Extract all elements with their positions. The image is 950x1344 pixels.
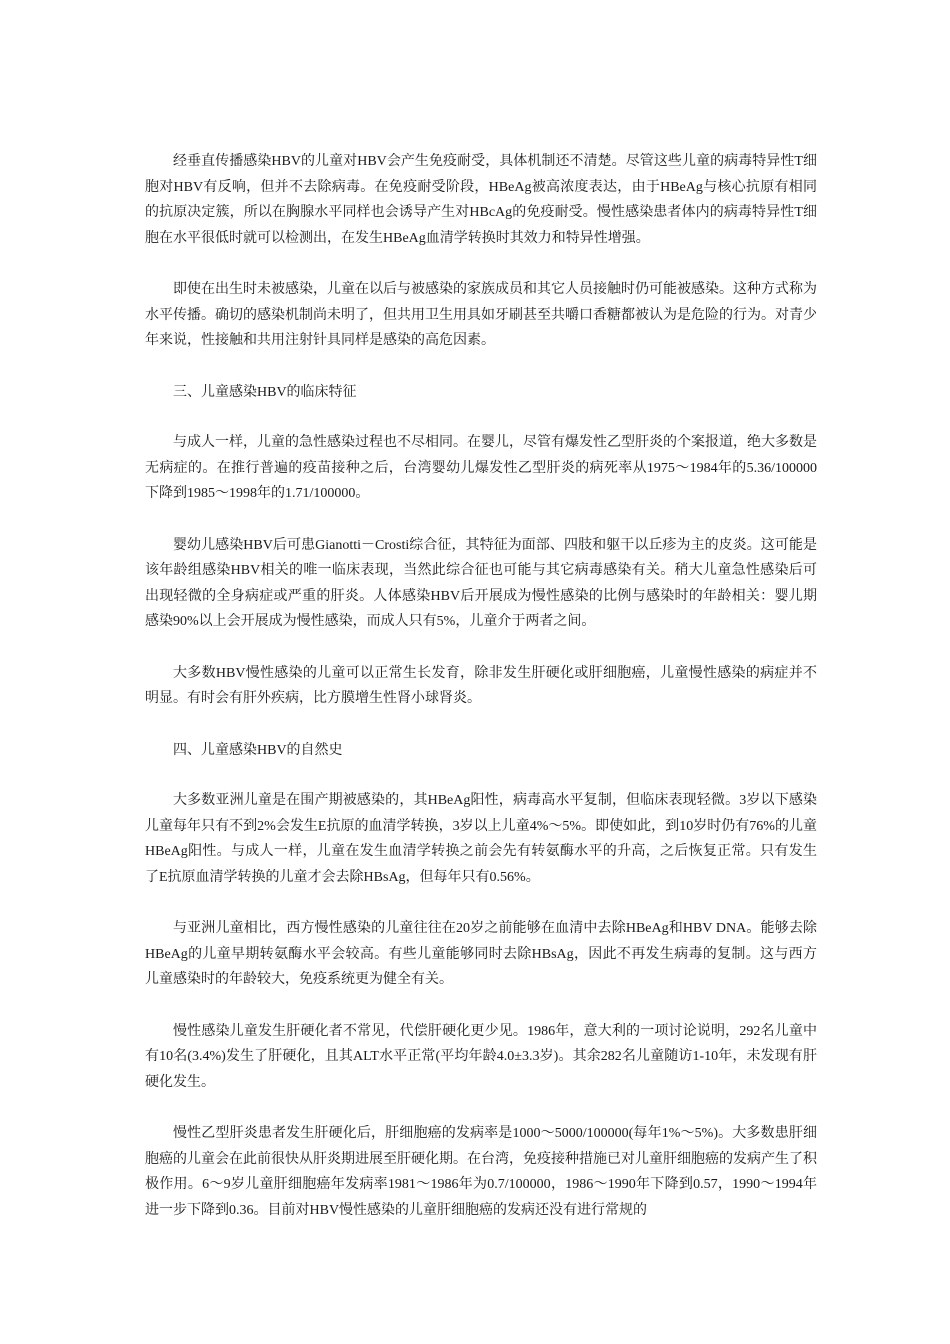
paragraph-acute-infection: 与成人一样，儿童的急性感染过程也不尽相同。在婴儿，尽管有爆发性乙型肝炎的个案报道，绝大多数是无病症的。在推行普遍的疫苗接种之后，台湾婴幼儿爆发性乙型肝炎的病死率从1975～1984年的5.36/100000下降到1985～1998年的1.71/100000。 <box>145 435 817 501</box>
paragraph-asian-children: 大多数亚洲儿童是在围产期被感染的，其HBeAg阳性，病毒高水平复制，但临床表现轻微。3岁以下感染儿童每年只有不到2%会发生E抗原的血清学转换，3岁以上儿童4%～5%。即使如此，到10岁时仍有76%的儿童HBeAg阳性。与成人一样，儿童在发生血清学转换之前会先有转氨酶水平的升高，之后恢复正常。只有发生了E抗原血清学转换的儿童才会去除HBsAg，但每年只有0.56%。 <box>145 793 817 885</box>
paragraph-chronic-growth: 大多数HBV慢性感染的儿童可以正常生长发育，除非发生肝硬化或肝细胞癌，儿童慢性感染的病症并不明显。有时会有肝外疾病，比方膜增生性肾小球肾炎。 <box>145 665 817 706</box>
section-heading-clinical-features: 三、儿童感染HBV的临床特征 <box>173 384 357 400</box>
section-heading-natural-history: 四、儿童感染HBV的自然史 <box>173 742 343 758</box>
paragraph-immune-tolerance: 经垂直传播感染HBV的儿童对HBV会产生免疫耐受，具体机制还不清楚。尽管这些儿童的病毒特异性T细胞对HBV有反响，但并不去除病毒。在免疫耐受阶段，HBeAg被高浓度表达，由于HBeAg与核心抗原有相同的抗原决定簇，所以在胸腺水平同样也会诱导产生对HBcAg的免疫耐受。慢性感染患者体内的病毒特异性T细胞在水平很低时就可以检测出，在发生HBeAg血清学转换时其效力和特异性增强。 <box>145 154 817 246</box>
paragraph-western-children: 与亚洲儿童相比，西方慢性感染的儿童往往在20岁之前能够在血清中去除HBeAg和HBV DNA。能够去除HBeAg的儿童早期转氨酶水平会较高。有些儿童能够同时去除HBsAg，因此不再发生病毒的复制。这与西方儿童感染时的年龄较大，免疫系统更为健全有关。 <box>145 921 817 987</box>
paragraph-gianotti-crosti: 婴幼儿感染HBV后可患Gianotti－Crosti综合征，其特征为面部、四肢和躯干以丘疹为主的皮炎。这可能是该年龄组感染HBV相关的唯一临床表现，当然此综合征也可能与其它病毒感染有关。稍大儿童急性感染后可出现轻微的全身病症或严重的肝炎。人体感染HBV后开展成为慢性感染的比例与感染时的年龄相关：婴儿期感染90%以上会开展成为慢性感染，而成人只有5%，儿童介于两者之间。 <box>145 537 817 629</box>
paragraph-hepatocellular-carcinoma: 慢性乙型肝炎患者发生肝硬化后，肝细胞癌的发病率是1000～5000/100000(每年1%～5%)。大多数患肝细胞癌的儿童会在此前很快从肝炎期进展至肝硬化期。在台湾，免疫接种措施已对儿童肝细胞癌的发病产生了积极作用。6～9岁儿童肝细胞癌年发病率1981～1986年为0.7/100000，1986～1990年下降到0.57，1990～1994年进一步下降到0.36。目前对HBV慢性感染的儿童肝细胞癌的发病还没有进行常规的 <box>145 1126 817 1218</box>
paragraph-horizontal-transmission: 即使在出生时未被感染，儿童在以后与被感染的家族成员和其它人员接触时仍可能被感染。这种方式称为水平传播。确切的感染机制尚未明了，但共用卫生用具如牙刷甚至共嚼口香糖都被认为是危险的行为。对青少年来说，性接触和共用注射针具同样是感染的高危因素。 <box>145 282 817 348</box>
document-body <box>145 149 817 1249</box>
paragraph-cirrhosis: 慢性感染儿童发生肝硬化者不常见，代偿肝硬化更少见。1986年，意大利的一项讨论说明，292名儿童中有10名(3.4%)发生了肝硬化，且其ALT水平正常(平均年龄4.0±3.3岁)。其余282名儿童随访1-10年，未发现有肝硬化发生。 <box>145 1023 817 1090</box>
